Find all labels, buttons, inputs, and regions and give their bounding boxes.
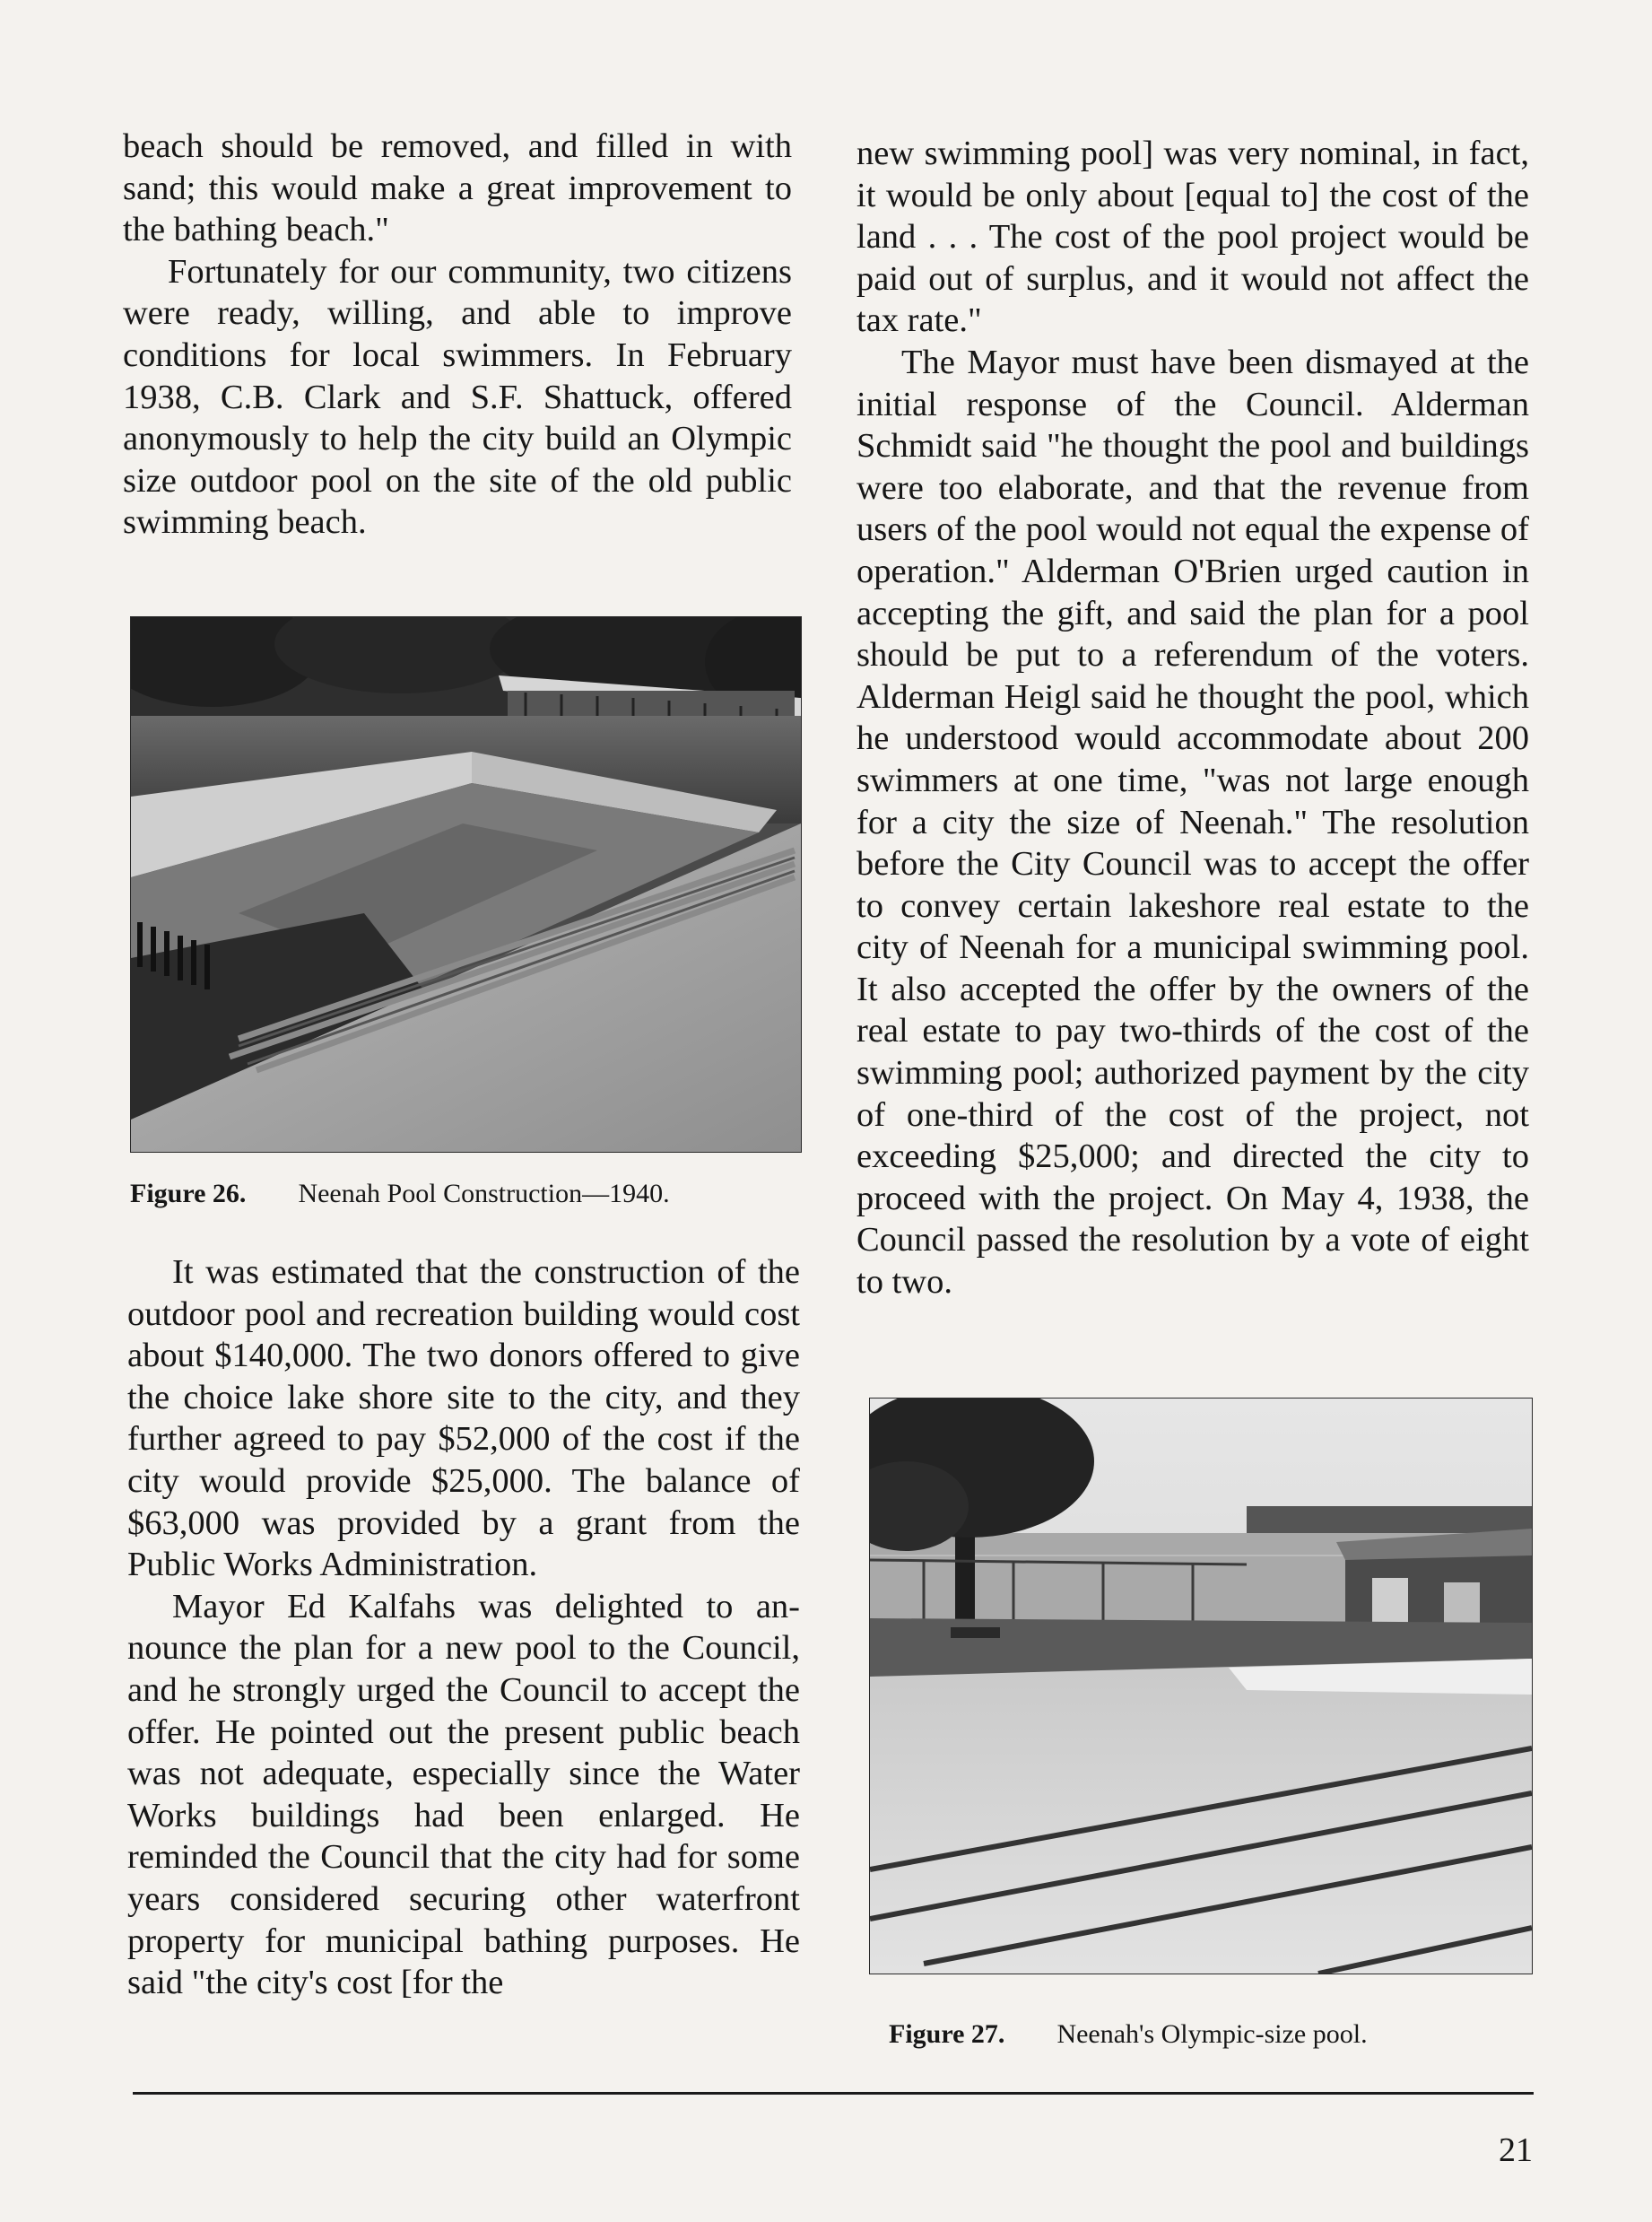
figure-26-caption (130, 1178, 670, 1210)
pool-construction-photo (131, 617, 801, 1152)
paragraph: beach should be removed, and filled in with sand; this would make a great improvement to the bathing beach." (123, 127, 792, 249)
right-column-text (856, 133, 1529, 1303)
left-column-bottom-text (127, 1251, 800, 2004)
page-number: 21 (1499, 2131, 1533, 2169)
paragraph: Mayor Ed Kalfahs was delighted to announce the plan for a new pool to the Council, and he strongly urged the Council to accept the offer. He pointed out the present public beach was not adequate, especially since the Water Works buildings had been enlarged. He reminded the Council that the city had for some years considered securing other waterfront property for municipal bathing purposes. He said "the city's cost [for the (127, 1587, 800, 2002)
figure-caption-text: Neenah's Olympic-size pool. (1056, 2019, 1368, 2049)
figure-caption-text: Neenah Pool Construction—1940. (298, 1179, 670, 1208)
paragraph: It was estimated that the construction of the outdoor pool and recreation building would cost about $140,000. The two donors offered to give the choice lake shore site to the city, and they further agreed to pay $52,000 of the cost if the city would provide $25,000. The balance of $63,000 was provided by a grant from the Public Works Administration. (127, 1253, 800, 1584)
paragraph: The Mayor must have been dismayed at the initial response of the Council. Alderman Schmidt said "he thought the pool and buildings were too elaborate, and that the revenue from users of the pool would not equal the expense of operation." Alderman O'Brien urged caution in accepting the gift, and said the plan for a pool should be put to a referendum of the voters. Alderman Heigl said he thought the pool, which he understood would accommodate about 200 swimmers at one time, "was not large enough for a city the size of Neenah." The resolution before the City Council was to accept the offer to convey certain lakeshore real estate to the city of Neenah for a municipal swimming pool. It also accepted the offer by the owners of the real estate to pay two-thirds of the cost of the swimming pool; authorized payment by the city of one-third of the cost of the project, not exceeding $25,000; and directed the city to proceed with the project. On May 4, 1938, the Council passed the resolution by a vote of eight to two. (856, 343, 1529, 1302)
paragraph: Fortunately for our community, two citizens were ready, willing, and able to improve conditions for local swimmers. In February 1938, C.B. Clark and S.F. Shattuck, offered anonymously to help the city build an Olympic size outdoor pool on the site of the old public swimming beach. (123, 252, 792, 542)
figure-27-caption (889, 2018, 1368, 2051)
figure-26-photo (130, 616, 802, 1153)
figure-label: Figure 26. (130, 1179, 247, 1208)
olympic-pool-photo (870, 1399, 1532, 1974)
figure-27-photo (869, 1398, 1533, 1974)
paragraph: new swimming pool] was very nominal, in fact, it would be only about [equal to] the cost of the land . . . The cost of the pool project would be paid out of surplus, and it would not affect the tax rate." (856, 135, 1529, 340)
left-column-top-text (123, 126, 792, 544)
figure-label: Figure 27. (889, 2019, 1005, 2049)
footer-rule (133, 2092, 1534, 2095)
